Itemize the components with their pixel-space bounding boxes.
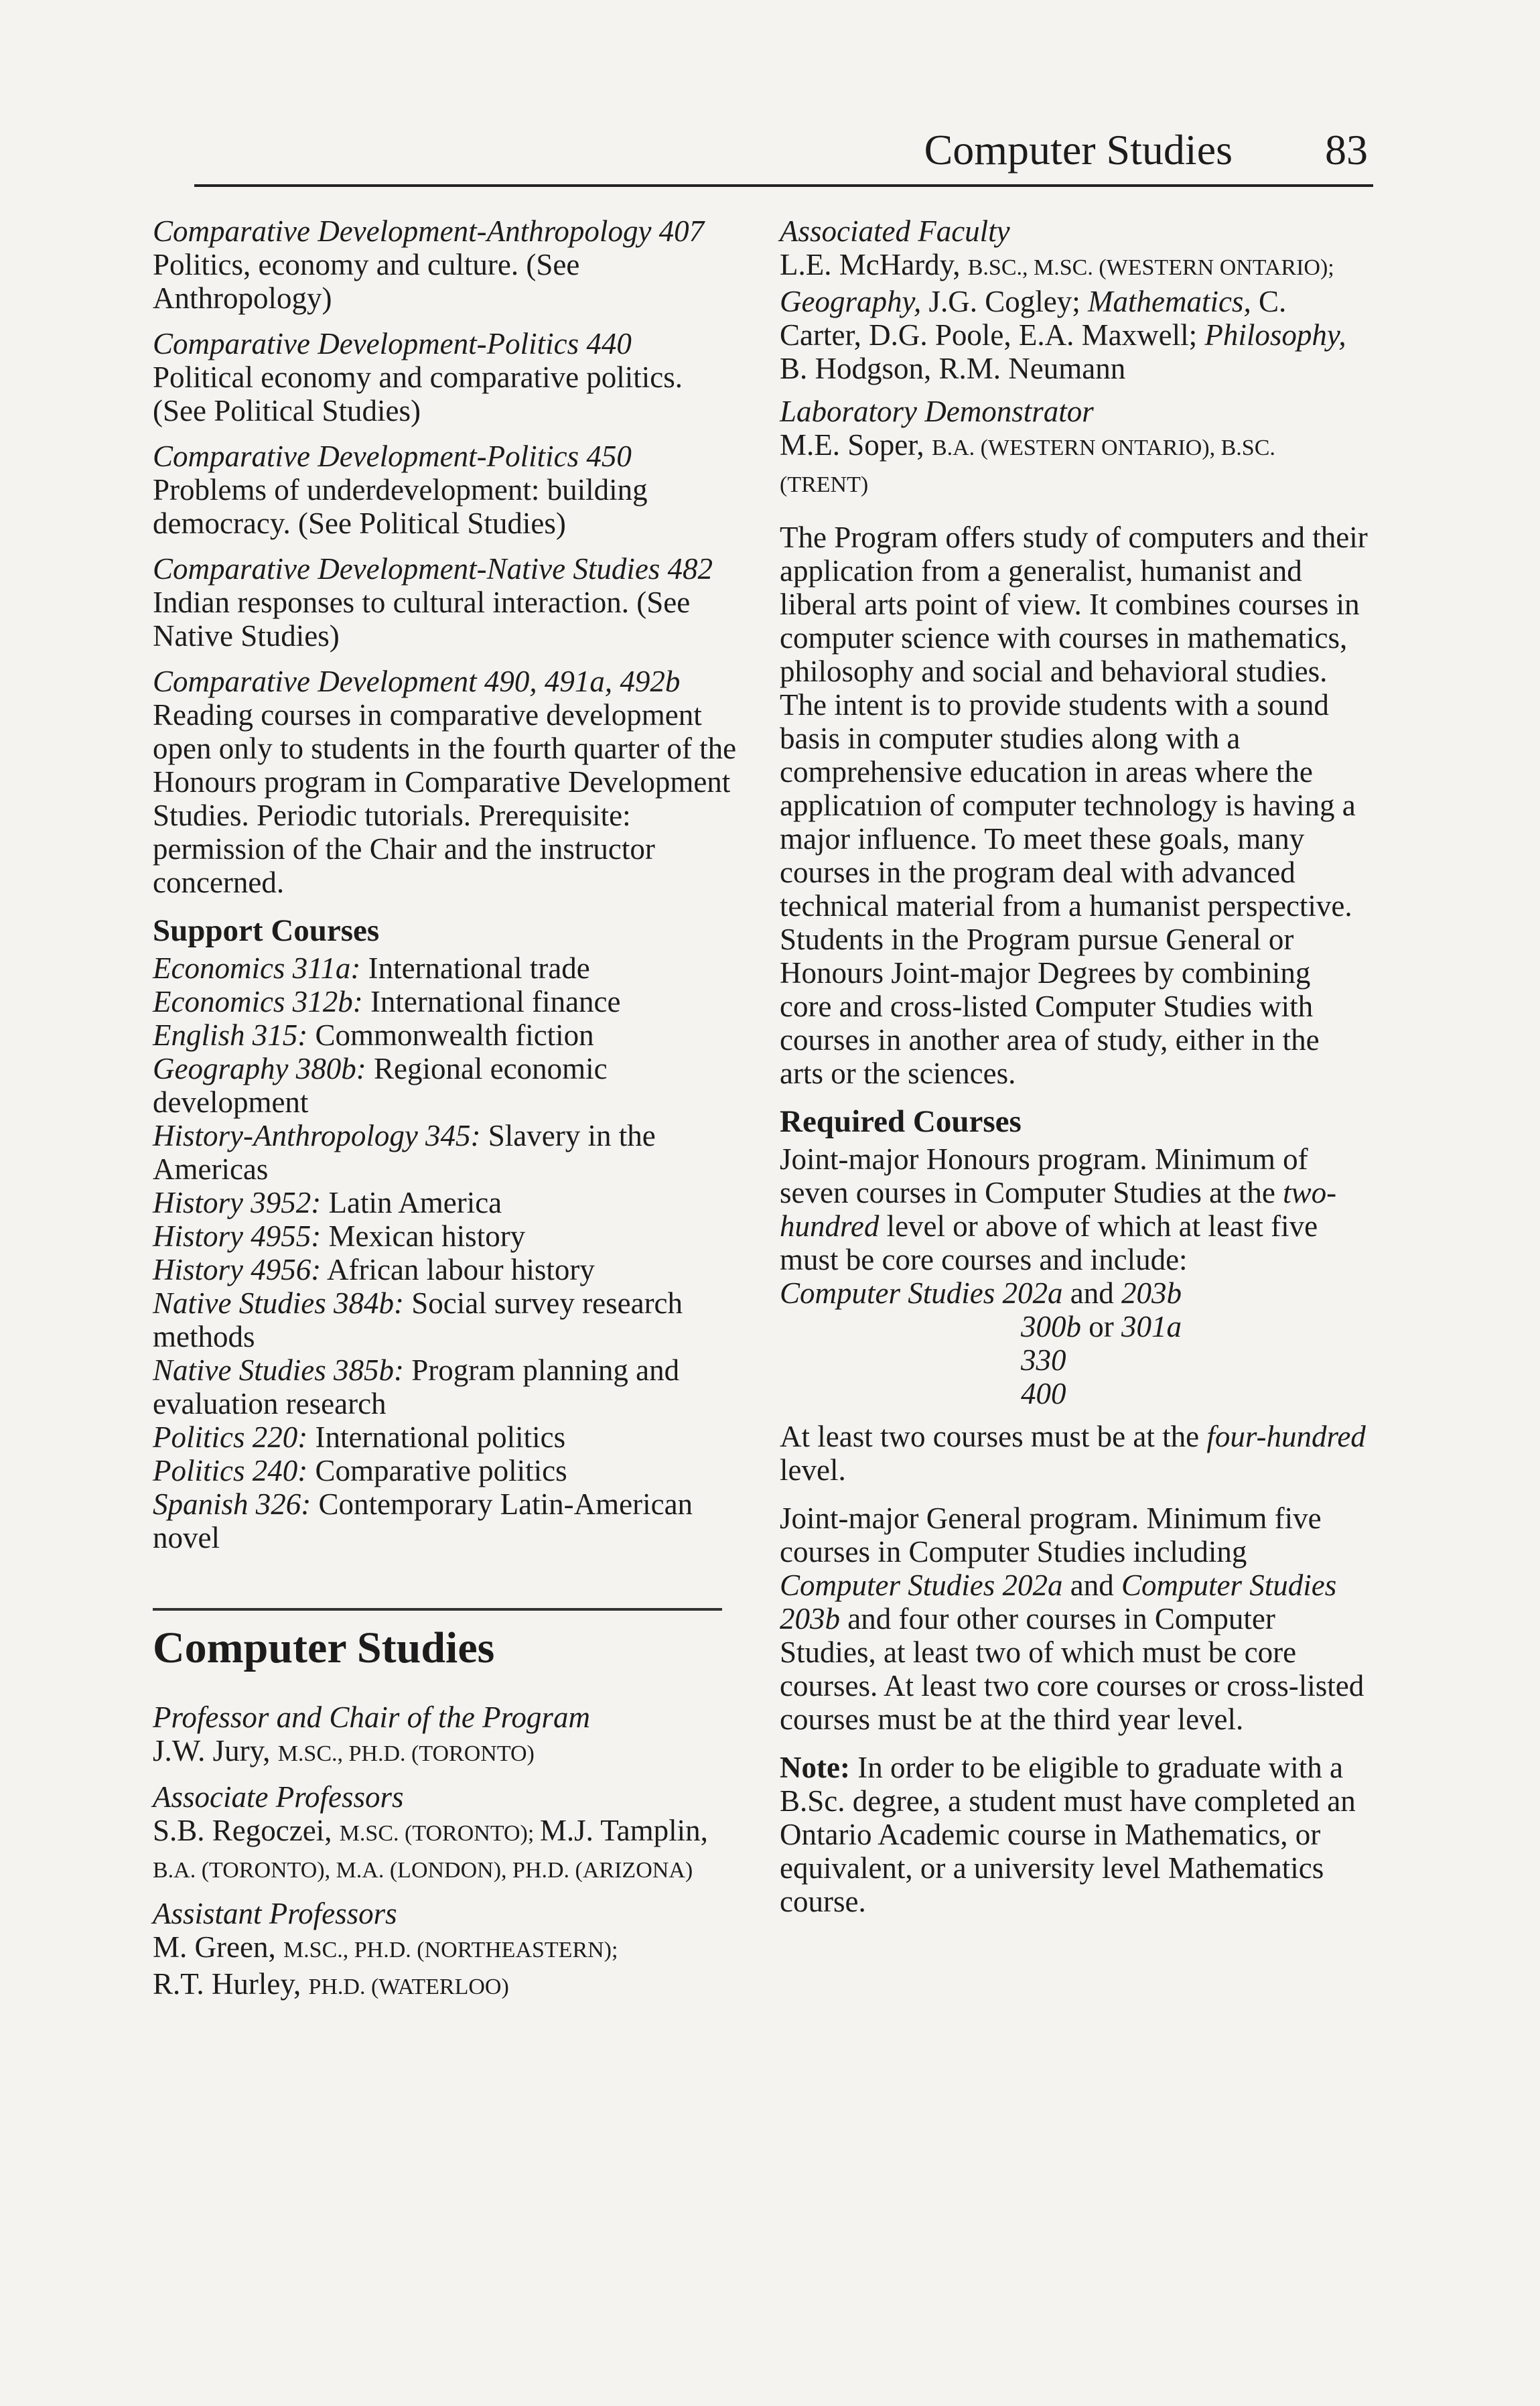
support-course: [153, 1286, 742, 1353]
support-course-topic: Program planning and evaluation research: [153, 1353, 680, 1420]
faculty-name: J.W. Jury,: [153, 1734, 278, 1767]
support-course: [153, 951, 742, 985]
faculty-credentials: M.SC., PH.D. (NORTHEASTERN);: [283, 1938, 618, 1962]
course-description: Problems of underdevelopment: building democracy. (See Political Studies): [153, 473, 648, 540]
support-course: [153, 985, 742, 1018]
course-title: Comparative Development-Politics 450: [153, 440, 632, 473]
note-text: In order to be eligible to graduate with a B.Sc. degree, a student must have completed an Ontario Academic course in Mathematics, or equivalent, or a university level Mathematics course.: [780, 1751, 1356, 1918]
faculty-credentials: B.SC., M.SC. (WESTERN ONTARIO);: [967, 255, 1334, 280]
department-title: Computer Studies: [153, 1623, 495, 1672]
course-code: 300b: [1021, 1310, 1081, 1343]
support-course-topic: Latin America: [321, 1186, 502, 1219]
support-course: [153, 1454, 742, 1487]
faculty-name: L.E. McHardy,: [780, 248, 968, 281]
associated-faculty: [780, 214, 1369, 385]
course-code: Computer Studies 202a: [780, 1276, 1063, 1310]
section-divider: [153, 1608, 722, 1611]
support-course-name: Economics 312b:: [153, 985, 363, 1018]
text-segment: and: [1062, 1276, 1121, 1310]
faculty-credentials: B.A. (TORONTO), M.A. (LONDON), PH.D. (ARIZONA): [153, 1858, 693, 1883]
support-course-name: Geography 380b:: [153, 1052, 366, 1085]
faculty-members: [153, 1734, 742, 1771]
faculty-name: M. Green,: [153, 1930, 283, 1964]
required-course-line: [780, 1276, 1369, 1310]
support-course: [153, 1420, 742, 1454]
required-course-line: 400: [1021, 1377, 1066, 1410]
course-code: Computer Studies 202a: [780, 1568, 1063, 1602]
support-course: [153, 1219, 742, 1253]
support-course-name: History 4955:: [153, 1219, 322, 1253]
faculty-name: R.T. Hurley,: [153, 1967, 309, 2001]
course-entry: [153, 552, 742, 653]
faculty-name: C. Carter, D.G. Poole, E.A. Maxwell;: [780, 285, 1287, 352]
faculty-name: M.J. Tamplin,: [539, 1814, 708, 1847]
faculty-credentials: M.SC. (TORONTO);: [339, 1821, 540, 1846]
course-entry: [153, 665, 742, 899]
faculty-group: [153, 1780, 742, 1887]
faculty-name: J.G. Cogley;: [921, 285, 1088, 318]
discipline-label: Geography,: [780, 285, 922, 318]
support-course-topic: Contemporary Latin-American novel: [153, 1487, 693, 1554]
faculty-rank: Associated Faculty: [780, 214, 1010, 248]
faculty-rank: Assistant Professors: [153, 1897, 397, 1930]
text-segment: level or above of which at least five must be core courses and include:: [780, 1209, 1318, 1276]
support-course-name: Spanish 326:: [153, 1487, 311, 1521]
discipline-label: Philosophy,: [1204, 318, 1346, 352]
text-segment: Joint-major General program. Minimum five courses in Computer Studies including: [780, 1501, 1322, 1568]
faculty-members: [153, 1930, 742, 2004]
support-course-topic: International finance: [362, 985, 621, 1018]
support-course-name: Politics 240:: [153, 1454, 308, 1487]
faculty-name: S.B. Regoczei,: [153, 1814, 340, 1847]
course-title: Comparative Development-Anthropology 407: [153, 214, 705, 248]
faculty-members: [780, 248, 1369, 385]
page-header: [194, 124, 1373, 187]
text-segment: level.: [780, 1453, 846, 1487]
faculty-name: B. Hodgson, R.M. Neumann: [780, 352, 1126, 385]
course-description: Politics, economy and culture. (See Anthropology): [153, 248, 580, 315]
support-course-name: History 4956:: [153, 1253, 322, 1286]
support-course-name: Native Studies 384b:: [153, 1286, 404, 1320]
honours-level-note: [780, 1420, 1369, 1487]
course-description: Reading courses in comparative development open only to students in the fourth quarter of the Honours program in Comparative Development Studies. Periodic tutorials. Prerequisite: permission of the Chair and the instructor concerned.: [153, 698, 737, 899]
running-section-title: Computer Studies: [924, 126, 1233, 174]
faculty-rank: Associate Professors: [153, 1780, 404, 1814]
faculty-members: [780, 428, 1369, 502]
faculty-credentials: M.SC., PH.D. (TORONTO): [277, 1741, 535, 1766]
course-title: Comparative Development 490, 491a, 492b: [153, 665, 681, 698]
support-course: [153, 1186, 742, 1219]
faculty-credentials: PH.D. (WATERLOO): [308, 1975, 509, 1999]
support-course-name: History-Anthropology 345:: [153, 1119, 481, 1152]
support-course-topic: International politics: [307, 1420, 566, 1454]
course-entry: [153, 440, 742, 540]
graduation-note: [780, 1751, 1369, 1918]
support-course-topic: Mexican history: [321, 1219, 526, 1253]
faculty-rank: Laboratory Demonstrator: [780, 395, 1094, 428]
text-segment: and: [1062, 1568, 1121, 1602]
support-courses-heading: Support Courses: [153, 913, 380, 948]
course-entry: [153, 214, 742, 315]
text-segment: At least two courses must be at the: [780, 1420, 1207, 1453]
support-course-topic: International trade: [360, 951, 590, 985]
right-column: [780, 214, 1369, 1933]
program-description: The Program offers study of computers and their application from a generalist, humanist and liberal arts point of view. It combines courses in computer science with courses in mathematics, philosophy and social and behavioral studies. The intent is to provide students with a sound basis in computer studies along with a comprehensive education in areas where the applicatıion of computer technology is having a major influence. To meet these goals, many courses in the program deal with advanced technical material from a humanist perspective. Students in the Program pursue General or Honours Joint-major Degrees by combining core and cross-listed Computer Studies with courses in another area of study, either in the arts or the sciences.: [780, 521, 1368, 1090]
support-course: [153, 1353, 742, 1420]
text-segment: and four other courses in Computer Studies, at least two of which must be core courses. At least two core courses or cross-listed courses must be at the third year level.: [780, 1602, 1364, 1736]
honours-text: [780, 1142, 1369, 1276]
support-course-topic: Regional economic development: [153, 1052, 608, 1119]
support-course: [153, 1018, 742, 1052]
course-description: Indian responses to cultural interaction. (See Native Studies): [153, 586, 691, 653]
faculty-members: [153, 1814, 742, 1887]
course-description: Political economy and comparative politics. (See Political Studies): [153, 360, 683, 427]
course-code: 301a: [1121, 1310, 1182, 1343]
faculty-group: [153, 1897, 742, 2004]
support-course-name: History 3952:: [153, 1186, 322, 1219]
support-course-name: English 315:: [153, 1018, 308, 1052]
support-course: [153, 1052, 742, 1119]
support-course-name: Economics 311a:: [153, 951, 361, 985]
support-course-topic: Slavery in the Americas: [153, 1119, 656, 1186]
lab-demonstrator: [780, 395, 1369, 502]
support-course-topic: Commonwealth fiction: [307, 1018, 594, 1052]
honours-requirements: [780, 1142, 1369, 1487]
text-segment: Joint-major Honours program. Minimum of seven courses in Computer Studies at the: [780, 1142, 1308, 1209]
required-courses-heading: Required Courses: [780, 1104, 1022, 1139]
faculty-credentials: B.A. (WESTERN ONTARIO), B.SC. (TRENT): [780, 436, 1275, 497]
page-number: 83: [1325, 126, 1368, 174]
course-title: Comparative Development-Politics 440: [153, 327, 632, 360]
support-course-topic: Social survey research methods: [153, 1286, 683, 1353]
general-requirements: [780, 1501, 1369, 1736]
support-course-name: Native Studies 385b:: [153, 1353, 404, 1387]
support-course: [153, 1487, 742, 1554]
note-label: Note:: [780, 1751, 850, 1784]
support-course-topic: African labour history: [321, 1253, 595, 1286]
course-code: Computer Studies 203b: [780, 1568, 1337, 1635]
support-course-name: Politics 220:: [153, 1420, 308, 1454]
faculty-name: M.E. Soper,: [780, 428, 932, 462]
emphasis-text: four-hundred: [1206, 1420, 1366, 1453]
required-course-line: [780, 1310, 1369, 1343]
faculty-group: [153, 1700, 742, 1771]
faculty-rank: Professor and Chair of the Program: [153, 1700, 590, 1734]
text-segment: or: [1081, 1310, 1121, 1343]
course-code: 203b: [1121, 1276, 1182, 1310]
support-courses-list: [153, 951, 742, 1554]
support-course-topic: Comparative politics: [307, 1454, 567, 1487]
support-course: [153, 1119, 742, 1186]
course-title: Comparative Development-Native Studies 482: [153, 552, 713, 586]
left-column: [153, 214, 742, 2013]
emphasis-text: two-hundred: [780, 1176, 1337, 1243]
discipline-label: Mathematics,: [1088, 285, 1251, 318]
course-entry: [153, 327, 742, 427]
support-course: [153, 1253, 742, 1286]
required-course-line: 330: [1021, 1343, 1066, 1377]
